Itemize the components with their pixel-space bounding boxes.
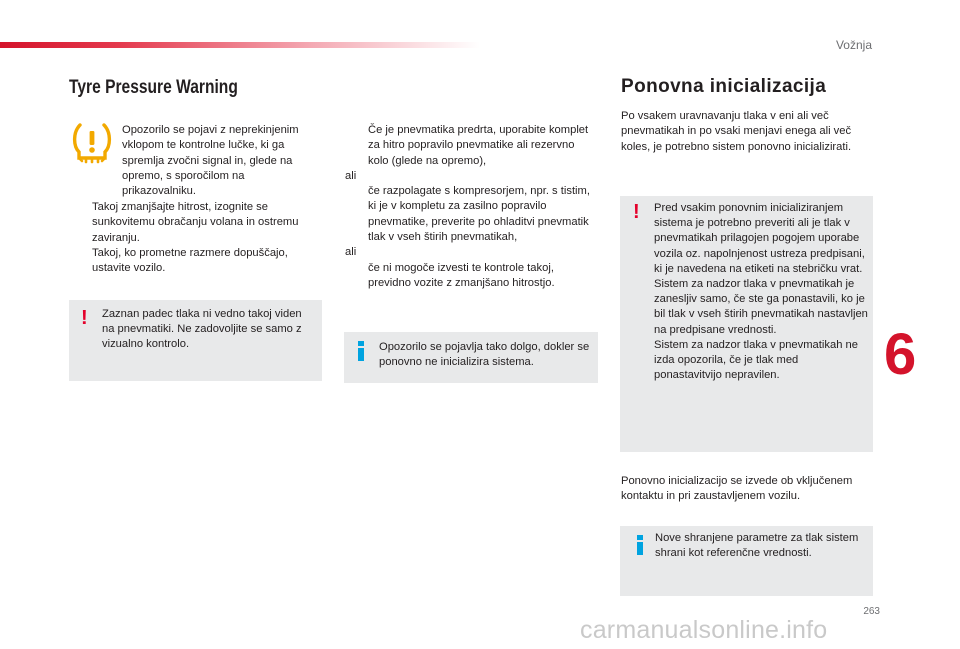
right-warning-note bbox=[620, 196, 873, 452]
warning-paragraph: Pred vsakim ponovnim inicializiranjem sistema je potrebno preveriti ali je tlak v pnevmatikah prilagojen pogojem uporabe vozila oz. napolnjenost ustreza predpisani, ki je navedena na etiketi na stebričku vrat. bbox=[654, 202, 865, 275]
section-title: Vožnja bbox=[835, 38, 872, 52]
info-icon bbox=[633, 535, 647, 555]
reinitialization-title: Ponovna inicializacija bbox=[621, 76, 827, 97]
chapter-number: 6 bbox=[884, 322, 917, 387]
warning-paragraph: Sistem za nadzor tlaka v pnevmatikah je zanesljiv samo, če ste ga ponastavili, ko je bil tlak v vseh štirih pnevmatikah nastavljen na predpisane vrednosti. bbox=[654, 278, 868, 336]
warning-note-text: Zaznan padec tlaka ni vedno takoj viden na pnevmatiki. Ne zadovoljite se samo z vizualno kontrolo. bbox=[102, 308, 302, 351]
bullet-text: Takoj, ko prometne razmere dopuščajo, ustavite vozilo. bbox=[92, 246, 288, 275]
tyre-pressure-warning-icon bbox=[72, 122, 112, 164]
warning-note-text bbox=[654, 201, 868, 383]
list-item bbox=[345, 261, 597, 292]
bullet-text: če razpolagate s kompresorjem, npr. s tistim, ki je v kompletu za zasilno popravilo pnevmatike, preverite po ohladitvi pnevmatik tlak v vseh štirih pnevmatikah, bbox=[368, 185, 590, 244]
list-item bbox=[345, 123, 597, 169]
info-icon bbox=[354, 341, 368, 361]
info-note-text: Nove shranjene parametre za tlak sistem shrani kot referenčne vrednosti. bbox=[655, 532, 859, 560]
warning-icon: ! bbox=[633, 201, 640, 223]
right-intro: Po vsakem uravnavanju tlaka v eni ali več pnevmatikah in po vsaki menjavi enega ali več koles, je potrebno sistem ponovno inicializirati. bbox=[621, 110, 852, 153]
accent-bar bbox=[0, 42, 480, 48]
page-number: 263 bbox=[863, 606, 880, 617]
tyre-pressure-warning-title: Tyre Pressure Warning bbox=[69, 77, 238, 98]
right-info-note bbox=[620, 526, 873, 596]
list-item bbox=[69, 200, 319, 246]
conjunction: ali bbox=[345, 169, 357, 182]
middle-list bbox=[345, 123, 597, 291]
list-item bbox=[345, 184, 597, 245]
conjunction: ali bbox=[345, 246, 357, 259]
middle-info-note bbox=[344, 332, 598, 383]
left-warning-note bbox=[69, 300, 322, 381]
left-intro: Opozorilo se pojavi z neprekinjenim vklopom te kontrolne lučke, ki ga spremlja zvočni signal in, glede na opremo, s sporočilom na prikazovalniku. bbox=[122, 124, 299, 198]
list-item bbox=[69, 246, 319, 277]
right-body: Ponovno inicializacijo se izvede ob vključenem kontaktu in pri zaustavljenem vozilu. bbox=[621, 475, 853, 503]
info-note-text: Opozorilo se pojavlja tako dolgo, dokler se ponovno ne inicializira sistema. bbox=[379, 341, 590, 369]
bullet-text: Če je pnevmatika predrta, uporabite komplet za hitro popravilo pnevmatike ali rezervno kolo (glede na opremo), bbox=[368, 124, 589, 167]
left-bullet-list bbox=[69, 200, 319, 276]
watermark: carmanualsonline.info bbox=[580, 616, 828, 644]
bullet-text: če ni mogoče izvesti te kontrole takoj, previdno vozite z zmanjšano hitrostjo. bbox=[368, 261, 555, 289]
warning-icon: ! bbox=[81, 307, 88, 329]
warning-paragraph: Sistem za nadzor tlaka v pnevmatikah ne izda opozorila, če je tlak med ponastavitvijo nepravilen. bbox=[654, 338, 858, 382]
bullet-text: Takoj zmanjšajte hitrost, izognite se sunkovitemu obračanju volana in ostremu zaviranju. bbox=[92, 201, 299, 244]
